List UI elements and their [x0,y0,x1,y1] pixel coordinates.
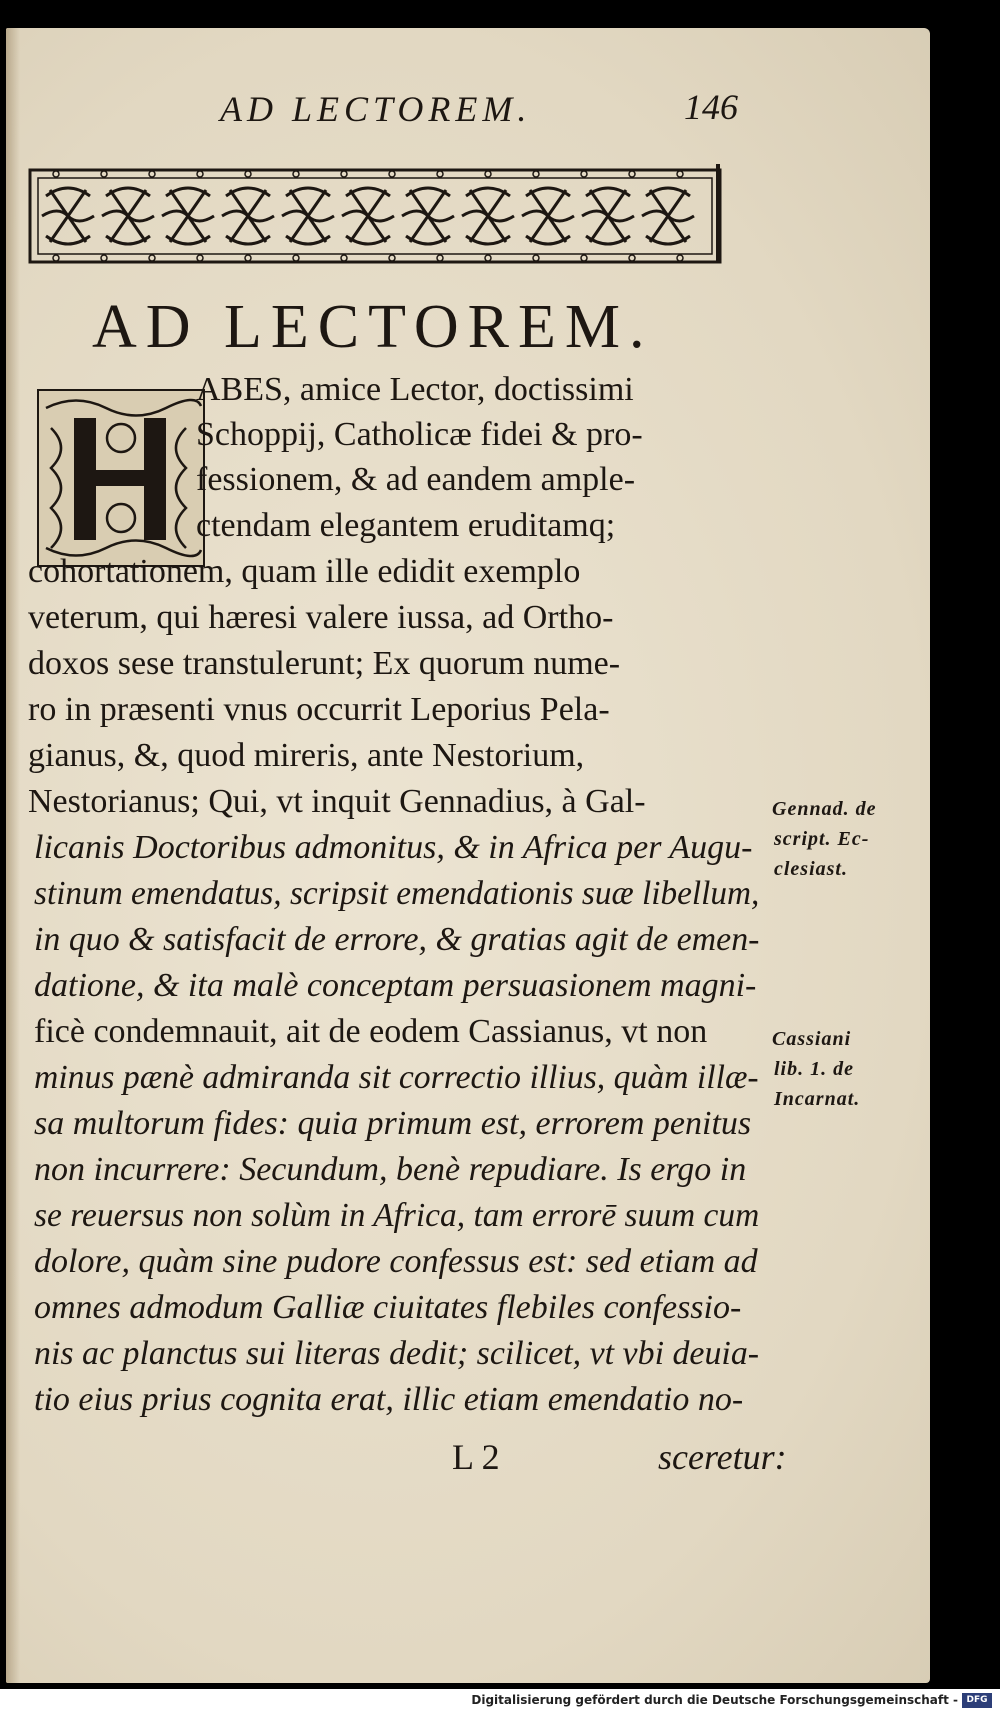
ornament-dot [101,171,107,177]
ornament-knot [402,188,454,244]
body-line: datione, & ita malè conceptam persuasionem magni- [34,967,757,1004]
body-line: ABES, amice Lector, doctissimi [196,371,634,408]
body-line: ro in præsenti vnus occurrit Leporius Pela- [28,691,610,728]
margin-note-line: Gennad. de [772,798,877,820]
body-line: in quo & satisfacit de errore, & gratias agit de emen- [34,921,760,958]
body-line: doxos sese transtulerunt; Ex quorum nume- [28,645,621,682]
body-line: gianus, &, quod mireris, ante Nestorium, [28,737,585,774]
ornament-knot [582,188,634,244]
body-line: ficè condemnauit, ait de eodem Cassianus, vt non [34,1013,708,1050]
dfg-logo: DFG [962,1693,992,1708]
page-number: 146 [684,87,738,127]
book-page [6,28,930,1683]
ornament-dot [197,171,203,177]
body-line: veterum, qui hæresi valere iussa, ad Ortho- [28,599,614,636]
ornament-dot [677,171,683,177]
body-line: cohortationem, quam ille edidit exemplo [28,553,581,590]
body-line: fessionem, & ad eandem ample- [196,461,636,498]
catchword: sceretur: [658,1437,787,1477]
page-spine-shadow [6,28,20,1683]
ornament-dot [197,255,203,261]
margin-note-line: script. Ec- [774,828,870,850]
footer-bar [0,1689,1000,1715]
ornament-knot [342,188,394,244]
ornament-knot [102,188,154,244]
ornament-knot [642,188,694,244]
ornament-dot [293,255,299,261]
body-line: dolore, quàm sine pudore confessus est: sed etiam ad [34,1243,758,1280]
body-line: stinum emendatus, scripsit emendationis suæ libellum, [34,875,760,912]
ornament-dot [629,255,635,261]
ornament-dot [533,171,539,177]
margin-note-line: clesiast. [774,858,848,880]
ornament-knot [522,188,574,244]
body-line: tio eius prius cognita erat, illic etiam emendatio no- [34,1381,744,1418]
ornament-dot [341,171,347,177]
ornament-dot [53,171,59,177]
ornamental-border-band [28,150,741,268]
body-line: minus pænè admiranda sit correctio illius, quàm illæ- [34,1059,759,1096]
chapter-title: AD LECTOREM. [92,293,654,361]
body-line: nis ac planctus sui literas dedit; scilicet, vt vbi deuia- [34,1335,760,1372]
ornament-dot [629,171,635,177]
ornament-knot [282,188,334,244]
ornament-dot [485,255,491,261]
body-line: sa multorum fides: quia primum est, errorem penitus [34,1105,752,1142]
ornament-dot [293,171,299,177]
ornament-knot [42,188,94,244]
body-line: ctendam elegantem eruditamq; [196,507,616,544]
ornament-knot [462,188,514,244]
ornament-dot [149,171,155,177]
ornament-dot [245,171,251,177]
body-line: se reuersus non solùm in Africa, tam errorē suum cum [34,1197,760,1234]
ornament-dot [341,255,347,261]
ornament-dot [677,255,683,261]
ornament-dot [149,255,155,261]
ornament-dot [437,255,443,261]
ornament-dot [245,255,251,261]
ornament-knot [162,188,214,244]
footer-credit: Digitalisierung gefördert durch die Deutsche Forschungsgemeinschaft - [471,1693,958,1707]
body-line: non incurrere: Secundum, benè repudiare. Is ergo in [34,1151,747,1188]
signature-mark: L 2 [452,1437,500,1477]
margin-note-line: Cassiani [772,1028,852,1050]
ornament-dot [485,171,491,177]
ornament-dot [101,255,107,261]
body-line: omnes admodum Galliæ ciuitates flebiles confessio- [34,1289,742,1326]
margin-note-line: Incarnat. [774,1088,861,1110]
body-line: licanis Doctoribus admonitus, & in Africa per Augu- [34,829,753,866]
margin-note-line: lib. 1. de [774,1058,854,1080]
ornament-dot [533,255,539,261]
running-head: AD LECTOREM. [220,89,532,129]
decorated-initial-h [36,388,206,568]
ornament-dot [53,255,59,261]
ornament-dot [389,171,395,177]
ornament-dot [437,171,443,177]
body-line: Schoppij, Catholicæ fidei & pro- [196,416,643,453]
body-line: Nestorianus; Qui, vt inquit Gennadius, à Gal- [28,783,646,820]
ornament-dot [581,255,587,261]
ornament-knot [222,188,274,244]
ornament-dot [389,255,395,261]
ornament-dot [581,171,587,177]
